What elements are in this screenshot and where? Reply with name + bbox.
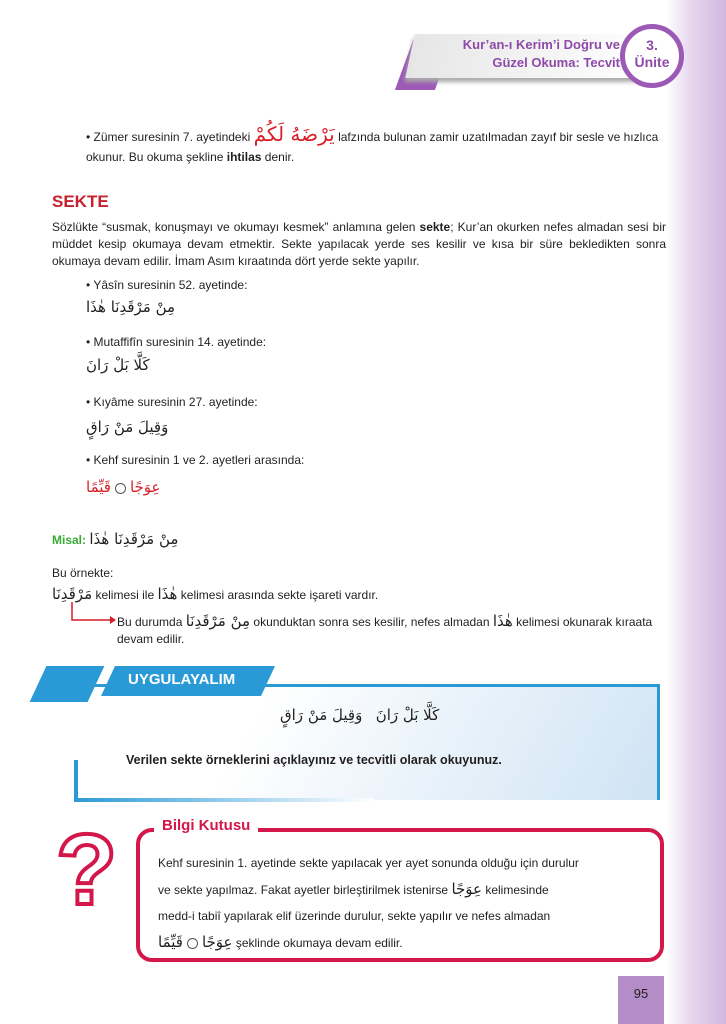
example-label: • Mutaffifîn suresinin 14. ayetinde: bbox=[86, 335, 267, 349]
arabic-word: قَيِّمًا bbox=[86, 478, 111, 496]
text-line bbox=[158, 876, 640, 903]
intro-line-1 bbox=[86, 122, 658, 146]
text: okunur. Bu okuma şekline bbox=[86, 150, 224, 164]
example-arabic: وَقِيلَ مَنْ رَاقٍ bbox=[86, 418, 169, 436]
text: şeklinde okumaya devam edilir. bbox=[235, 936, 403, 950]
example-label: • Kıyâme suresinin 27. ayetinde: bbox=[86, 395, 258, 409]
example-label: • Yâsîn suresinin 52. ayetinde: bbox=[86, 278, 248, 292]
example-arabic: كَلَّا بَلْ رَانَ bbox=[86, 356, 150, 374]
text: kelimesi arasında sekte işareti vardır. bbox=[180, 588, 379, 602]
arabic-phrase: كَلَّا بَلْ رَانَ bbox=[375, 706, 440, 724]
unit-number: 3. bbox=[646, 37, 658, 53]
text-line bbox=[158, 929, 640, 956]
arabic-word: مَرْقَدِنَا bbox=[52, 585, 93, 603]
arrow-line bbox=[117, 612, 652, 630]
instruction-text: Verilen sekte örneklerini açıklayınız ve tecvitli olarak okuyunuz. bbox=[126, 753, 502, 767]
uygulayalim-title: UYGULAYALIM bbox=[128, 671, 236, 688]
info-box-title: Bilgi Kutusu bbox=[154, 817, 258, 834]
title-line-2: Güzel Okuma: Tecvit bbox=[492, 55, 620, 70]
term: ihtilas bbox=[226, 150, 262, 164]
misal-label: Misal: bbox=[52, 533, 87, 547]
term: sekte bbox=[419, 220, 451, 234]
text: okunduktan sonra ses kesilir, nefes almadan bbox=[253, 615, 490, 629]
arabic-word: هٰذَا bbox=[492, 612, 513, 630]
uygulayalim-arabic bbox=[280, 706, 439, 724]
page-edge-strip bbox=[666, 0, 726, 1024]
arabic-word: عِوَجًا bbox=[451, 880, 482, 898]
question-mark-icon: ? bbox=[56, 814, 118, 926]
arabic-phrase: مِنْ مَرْقَدِنَا bbox=[185, 612, 251, 630]
uygulayalim-box bbox=[78, 684, 660, 800]
sekte-paragraph bbox=[52, 219, 666, 270]
sekte-circle-icon bbox=[115, 483, 126, 494]
unit-badge bbox=[620, 24, 684, 88]
text: ; Kur’an okurken nefes almadan sesi bir müddet kesip okumaya devam etmektir. Sekte yapılacak yerde ses kesilir ve kısa bir süre bekledikten sonra okumaya devam edilir. İmam Asım kıraatında dört yerde sekte yapılır. bbox=[52, 220, 666, 268]
box-border bbox=[74, 760, 78, 802]
arabic-word: قَيِّمًا bbox=[158, 933, 183, 951]
explanation-line bbox=[52, 585, 378, 603]
arabic-phrase: وَقِيلَ مَنْ رَاقٍ bbox=[280, 706, 363, 724]
arabic-word: هٰذَا bbox=[157, 585, 178, 603]
example-arabic: مِنْ مَرْقَدِنَا هٰذَا bbox=[86, 298, 176, 316]
example-arabic bbox=[86, 478, 161, 496]
sekte-circle-icon bbox=[187, 938, 198, 949]
chapter-title bbox=[440, 36, 620, 72]
arabic-word: يَرْضَهُ لَكُمْ bbox=[253, 122, 335, 146]
example-label: • Kehf suresinin 1 ve 2. ayetleri arasında: bbox=[86, 453, 305, 467]
arabic-word: عِوَجًا bbox=[201, 933, 233, 951]
info-box-text bbox=[158, 850, 640, 956]
intro-line-2 bbox=[86, 150, 294, 164]
text: Bu durumda bbox=[117, 615, 183, 629]
unit-label: Ünite bbox=[634, 54, 670, 70]
box-border bbox=[74, 798, 374, 802]
misal-line bbox=[52, 530, 178, 548]
section-heading: SEKTE bbox=[52, 192, 109, 211]
text: kelimesi ile bbox=[95, 588, 155, 602]
text: lafzında bulunan zamir uzatılmadan zayıf bir sesle ve hızlıca bbox=[338, 130, 659, 144]
page-number: 95 bbox=[618, 976, 664, 1024]
text: devam edilir. bbox=[117, 632, 185, 646]
text: kelimesi okunarak kıraata bbox=[516, 615, 653, 629]
text: denir. bbox=[264, 150, 295, 164]
arabic-phrase: مِنْ مَرْقَدِنَا هٰذَا bbox=[89, 530, 179, 548]
arrow-icon bbox=[70, 602, 116, 624]
text: Kehf suresinin 1. ayetinde sekte yapılacak yer ayet sonunda olduğu için durulur bbox=[158, 856, 579, 870]
text: medd-i tabiî yapılarak elif üzerinde durulur, sekte yapılır ve nefes almadan bbox=[158, 909, 551, 923]
text: • Zümer suresinin 7. ayetindeki bbox=[86, 130, 251, 144]
title-line-1: Kur’an-ı Kerim’i Doğru ve bbox=[462, 37, 620, 52]
text: Sözlükte “susmak, konuşmayı ve okumayı kesmek” anlamına gelen bbox=[52, 220, 416, 234]
text: kelimesinde bbox=[485, 883, 549, 897]
text: Bu örnekte: bbox=[52, 566, 114, 580]
text: ve sekte yapılmaz. Fakat ayetler birleştirilmek istenirse bbox=[158, 883, 449, 897]
arabic-word: عِوَجًا bbox=[129, 478, 161, 496]
